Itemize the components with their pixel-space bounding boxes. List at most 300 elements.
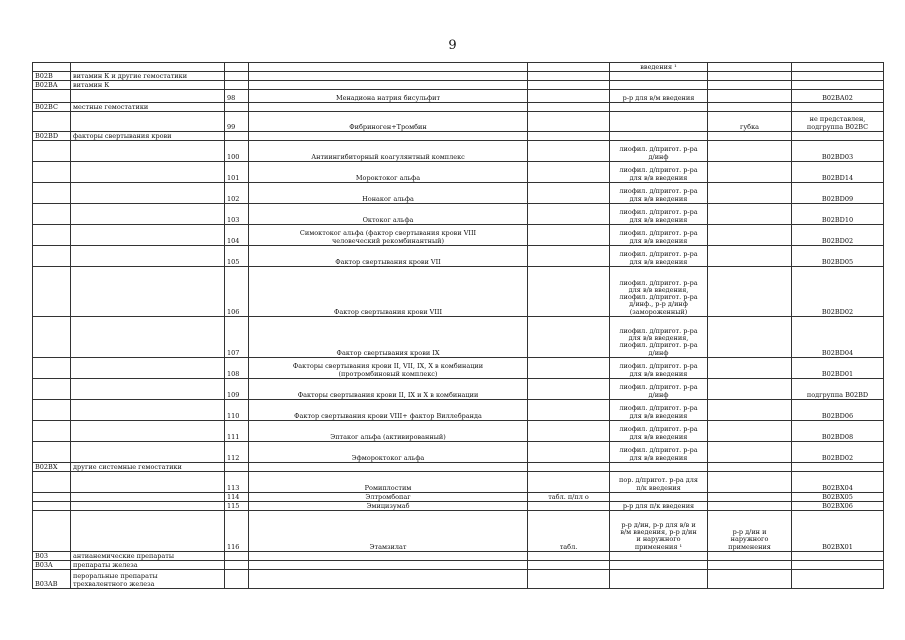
group-name-cell-text: факторы свертывания крови [73, 131, 172, 140]
package-cell [708, 183, 792, 204]
item-number-cell [225, 81, 249, 90]
item-number-cell [225, 246, 249, 267]
form-type-cell [528, 90, 610, 103]
drug-name-cell [249, 72, 528, 81]
code-cell [792, 358, 884, 379]
atc-code-cell-text: B03A [35, 560, 53, 569]
package-cell [708, 421, 792, 442]
drug-name-cell [249, 502, 528, 511]
form-type-cell [528, 267, 610, 317]
item-number-cell [225, 570, 249, 589]
form-type-cell [528, 141, 610, 162]
drug-name-cell [249, 511, 528, 552]
atc-code-cell-text: B02BA [35, 80, 58, 89]
package-cell [708, 90, 792, 103]
code-cell-text: B02BD03 [821, 152, 854, 161]
dosage-form-cell [610, 472, 708, 493]
group-name-cell [71, 267, 225, 317]
code-cell [792, 90, 884, 103]
form-type-cell [528, 103, 610, 112]
code-cell [792, 502, 884, 511]
item-number-cell [225, 493, 249, 502]
dosage-form-cell [610, 502, 708, 511]
drug-name-cell [249, 204, 528, 225]
item-number-cell-text: 101 [227, 173, 240, 182]
table-row [33, 225, 884, 246]
table-row [33, 463, 884, 472]
item-number-cell-text: 115 [227, 501, 240, 510]
item-number-cell-text: 106 [227, 307, 240, 316]
form-type-cell [528, 72, 610, 81]
item-number-cell-text: 112 [227, 453, 240, 462]
form-type-cell [528, 472, 610, 493]
form-type-cell [528, 511, 610, 552]
package-cell [708, 400, 792, 421]
form-type-cell [528, 246, 610, 267]
code-cell [792, 141, 884, 162]
code-cell-text: B02BD08 [821, 432, 854, 441]
page-number: 9 [448, 38, 457, 53]
package-cell [708, 72, 792, 81]
drug-name-cell [249, 132, 528, 141]
item-number-cell [225, 472, 249, 493]
table-row [33, 379, 884, 400]
table-row [33, 511, 884, 552]
item-number-cell [225, 90, 249, 103]
item-number-cell [225, 379, 249, 400]
dosage-form-cell [610, 421, 708, 442]
drug-name-cell [249, 225, 528, 246]
table-row [33, 317, 884, 358]
group-name-cell [71, 90, 225, 103]
code-cell [792, 552, 884, 561]
item-number-cell-text: 114 [227, 492, 240, 501]
code-cell [792, 442, 884, 463]
code-cell [792, 317, 884, 358]
table-row [33, 103, 884, 112]
dosage-form-cell [610, 442, 708, 463]
package-cell [708, 132, 792, 141]
item-number-cell-text: 105 [227, 257, 240, 266]
drug-name-cell-text: Фактор свертывания крови VIII [333, 307, 443, 316]
code-cell-text: B02BX04 [822, 483, 853, 492]
drug-name-cell-text: Симоктоког альфа (фактор свертывания крови VIII человеческий рекомбинантный) [299, 229, 477, 245]
item-number-cell-text: 102 [227, 194, 240, 203]
atc-code-cell [33, 183, 71, 204]
group-name-cell [71, 358, 225, 379]
form-type-cell [528, 463, 610, 472]
dosage-form-cell-text: р-р д/ин, р-р для в/в и в/м введения, р-р д/ин и наружного применения ¹ [620, 520, 697, 551]
package-cell [708, 246, 792, 267]
form-type-cell [528, 204, 610, 225]
atc-code-cell-text: B02BX [35, 462, 58, 471]
dosage-form-cell [610, 72, 708, 81]
group-name-cell [71, 72, 225, 81]
code-cell-text: B02BD02 [821, 307, 854, 316]
drug-name-cell [249, 552, 528, 561]
code-cell [792, 511, 884, 552]
item-number-cell [225, 162, 249, 183]
group-name-cell [71, 472, 225, 493]
code-cell-text: B02BD10 [821, 215, 854, 224]
code-cell [792, 162, 884, 183]
atc-code-cell [33, 72, 71, 81]
package-cell-text: губка [739, 122, 760, 131]
item-number-cell [225, 400, 249, 421]
drug-name-cell-text: Менадиона натрия бисульфит [335, 93, 441, 102]
atc-code-cell [33, 141, 71, 162]
drug-name-cell-text: Элтромбопаг [365, 492, 411, 501]
drug-name-cell-text: Октоког альфа [362, 215, 414, 224]
atc-code-cell [33, 204, 71, 225]
group-name-cell [71, 225, 225, 246]
code-cell [792, 561, 884, 570]
package-cell [708, 472, 792, 493]
dosage-form-cell [610, 379, 708, 400]
drug-name-cell-text: Фактор свертывания крови IX [336, 348, 440, 357]
dosage-form-cell [610, 570, 708, 589]
drug-name-cell [249, 472, 528, 493]
group-name-cell [71, 552, 225, 561]
group-name-cell [71, 463, 225, 472]
table-row [33, 90, 884, 103]
package-cell [708, 463, 792, 472]
item-number-cell [225, 183, 249, 204]
dosage-form-cell-text: р-р для в/м введения [622, 93, 695, 102]
code-cell-text: B02BD09 [821, 194, 854, 203]
dosage-form-cell-text: лиофил. д/приrот. р-ра д/инф [619, 383, 698, 399]
atc-code-cell [33, 379, 71, 400]
code-cell [792, 570, 884, 589]
code-cell [792, 81, 884, 90]
drug-name-cell-text: Антиингибиторный коагулянтный комплекс [311, 152, 465, 161]
group-name-cell [71, 421, 225, 442]
dosage-form-cell [610, 246, 708, 267]
code-cell [792, 112, 884, 132]
drug-name-cell [249, 183, 528, 204]
table-row [33, 141, 884, 162]
group-name-cell-text: антианемические препараты [73, 551, 175, 560]
item-number-cell-text: 100 [227, 152, 240, 161]
group-name-cell [71, 511, 225, 552]
code-cell-text: B02BX06 [822, 501, 853, 510]
dosage-form-cell [610, 103, 708, 112]
package-cell [708, 317, 792, 358]
item-number-cell-text: 110 [227, 411, 240, 420]
table-row [33, 400, 884, 421]
item-number-cell [225, 511, 249, 552]
code-cell-text: B02BD04 [821, 348, 854, 357]
drug-name-cell [249, 317, 528, 358]
drug-name-cell-text: Нонаког альфа [362, 194, 414, 203]
package-cell [708, 103, 792, 112]
dosage-form-cell-text: лиофил. д/приrот. р-ра для в/в введения, лиофил. д/приrот. р-ра д/инф., р-р д/инф (замороженный) [619, 278, 698, 316]
atc-code-cell-text: B02B [35, 71, 53, 80]
dosage-form-cell [610, 317, 708, 358]
table-row [33, 246, 884, 267]
form-type-cell [528, 358, 610, 379]
form-type-cell [528, 552, 610, 561]
form-type-cell [528, 570, 610, 589]
drug-name-cell-text: Ромиплостим [364, 483, 412, 492]
drug-name-cell-text: Фактор свертывания крови VII [335, 257, 441, 266]
code-cell [792, 379, 884, 400]
item-number-cell-text: 104 [227, 236, 240, 245]
item-number-cell [225, 421, 249, 442]
table-row [33, 472, 884, 493]
drug-name-cell [249, 267, 528, 317]
atc-code-cell [33, 267, 71, 317]
drug-name-cell [249, 463, 528, 472]
group-name-cell-text: препараты железа [73, 560, 138, 569]
package-cell [708, 502, 792, 511]
drug-name-cell [249, 493, 528, 502]
dosage-form-cell-text: лиофил. д/приrот. р-ра для в/в введения [619, 208, 698, 224]
drug-name-cell [249, 358, 528, 379]
dosage-form-cell [610, 112, 708, 132]
atc-code-cell [33, 472, 71, 493]
group-name-cell [71, 132, 225, 141]
table-row [33, 442, 884, 463]
table-row [33, 112, 884, 132]
code-cell-text: B02BD14 [821, 173, 854, 182]
drug-name-cell [249, 141, 528, 162]
package-cell [708, 570, 792, 589]
form-type-cell [528, 317, 610, 358]
form-type-cell [528, 132, 610, 141]
group-name-cell-text: пероральные препараты трехвалентного железа [73, 572, 158, 588]
item-number-cell-text: 109 [227, 390, 240, 399]
table-row [33, 493, 884, 502]
item-number-cell-text: 99 [227, 122, 236, 131]
dosage-form-cell [610, 162, 708, 183]
item-number-cell [225, 112, 249, 132]
drug-name-cell-text: Эптаког альфа (активированный) [330, 432, 446, 441]
table-row [33, 132, 884, 141]
atc-code-cell [33, 112, 71, 132]
code-cell-text: B02BD06 [821, 411, 854, 420]
atc-code-cell [33, 502, 71, 511]
dosage-form-cell-text: лиофил. д/приrот. р-ра для в/в введения, лиофил. д/приrот. р-ра д/инф [619, 326, 698, 357]
item-number-cell [225, 442, 249, 463]
dosage-form-cell: введения ¹ [610, 63, 708, 72]
atc-code-cell [33, 400, 71, 421]
table-row [33, 183, 884, 204]
table-row [33, 358, 884, 379]
drug-name-cell-text: Фибриноген+Тромбин [349, 122, 427, 131]
group-name-cell [71, 81, 225, 90]
dosage-form-cell-text: лиофил. д/приrот. р-ра для в/в введения [619, 250, 698, 266]
drug-name-cell [249, 81, 528, 90]
table-row [33, 552, 884, 561]
table-row [33, 204, 884, 225]
dosage-form-cell [610, 81, 708, 90]
atc-code-cell [33, 132, 71, 141]
group-name-cell [71, 141, 225, 162]
item-number-cell [225, 204, 249, 225]
dosage-form-cell [610, 267, 708, 317]
drug-register-table [32, 62, 884, 589]
package-cell [708, 493, 792, 502]
atc-code-cell [33, 552, 71, 561]
drug-name-cell [249, 442, 528, 463]
table-row [33, 570, 884, 589]
package-cell-text: р-р д/ин и наружного применения [728, 528, 771, 551]
atc-code-cell [33, 442, 71, 463]
group-name-cell [71, 112, 225, 132]
package-cell [708, 204, 792, 225]
drug-name-cell [249, 570, 528, 589]
table-row [33, 267, 884, 317]
group-name-cell [71, 162, 225, 183]
group-name-cell [71, 379, 225, 400]
group-name-cell [71, 502, 225, 511]
dosage-form-cell-text: лиофил. д/приrот. р-ра д/инф [619, 145, 698, 161]
dosage-form-cell [610, 552, 708, 561]
dosage-form-cell [610, 561, 708, 570]
dosage-form-cell [610, 493, 708, 502]
atc-code-cell [33, 225, 71, 246]
item-number-cell-text: 107 [227, 348, 240, 357]
group-name-cell [71, 570, 225, 589]
dosage-form-cell [610, 400, 708, 421]
form-type-cell [528, 162, 610, 183]
dosage-form-cell [610, 141, 708, 162]
drug-name-cell-text: Факторы свертывания крови II, IX и X в комбинации [297, 390, 479, 399]
atc-code-cell [33, 463, 71, 472]
item-number-cell-text: 116 [227, 542, 240, 551]
code-cell-text: B02BX01 [822, 542, 853, 551]
code-cell-text: B02BD02 [821, 236, 854, 245]
group-name-cell [71, 317, 225, 358]
form-type-cell [528, 112, 610, 132]
drug-name-cell [249, 561, 528, 570]
drug-name-cell-text: Этамзилат [369, 542, 407, 551]
code-cell-text: B02BX05 [822, 492, 853, 501]
dosage-form-cell-text: лиофил. д/приrот. р-ра для в/в введения [619, 362, 698, 378]
table-row [33, 421, 884, 442]
atc-code-cell [33, 570, 71, 589]
package-cell [708, 379, 792, 400]
drug-name-cell [249, 90, 528, 103]
form-type-cell [528, 421, 610, 442]
item-number-cell [225, 561, 249, 570]
item-number-cell [225, 552, 249, 561]
code-cell [792, 421, 884, 442]
atc-code-cell-text: B03AB [35, 579, 58, 588]
group-name-cell [71, 400, 225, 421]
dosage-form-cell-text: лиофил. д/приrот. р-ра для в/в введения [619, 187, 698, 203]
table-row [33, 502, 884, 511]
group-name-cell-text: местные гемостатики [73, 102, 149, 111]
group-name-cell [71, 561, 225, 570]
drug-name-cell-text: Эфмороктоког альфа [351, 453, 425, 462]
drug-name-cell [249, 112, 528, 132]
code-cell [792, 493, 884, 502]
atc-code-cell [33, 81, 71, 90]
package-cell [708, 511, 792, 552]
dosage-form-cell [610, 90, 708, 103]
group-name-cell [71, 246, 225, 267]
item-number-cell-text: 111 [227, 432, 240, 441]
atc-code-cell [33, 317, 71, 358]
form-type-cell-text: табл. п/пл о [548, 492, 589, 501]
dosage-form-cell-text: лиофил. д/приrот. р-ра для в/в введения [619, 229, 698, 245]
form-type-cell [528, 183, 610, 204]
atc-code-cell-text: B03 [35, 551, 49, 560]
form-type-cell [528, 502, 610, 511]
form-type-cell [528, 81, 610, 90]
form-type-cell [528, 225, 610, 246]
atc-code-cell [33, 358, 71, 379]
code-cell [792, 246, 884, 267]
code-cell-text: не представлен, подгруппа B02BC [806, 115, 869, 131]
atc-code-cell [33, 90, 71, 103]
form-type-cell [528, 400, 610, 421]
code-cell [792, 204, 884, 225]
code-cell [792, 472, 884, 493]
code-cell-text: B02BD05 [821, 257, 854, 266]
dosage-form-cell [610, 204, 708, 225]
atc-code-cell [33, 561, 71, 570]
drug-name-cell-text: Эмицизумаб [366, 501, 410, 510]
code-cell [792, 225, 884, 246]
drug-name-cell [249, 162, 528, 183]
form-type-cell-text: табл. [559, 542, 578, 551]
group-name-cell [71, 493, 225, 502]
drug-name-cell-text: Фактор свертывания крови VIII+ фактор Виллебранда [294, 411, 482, 420]
code-cell [792, 72, 884, 81]
dosage-form-cell-text: р-р для п/к введения [622, 501, 695, 510]
drug-name-cell [249, 400, 528, 421]
group-name-cell-text: витамин К [73, 80, 110, 89]
form-type-cell [528, 493, 610, 502]
group-name-cell-text: другие системные гемостатики [73, 462, 182, 471]
dosage-form-cell-text: лиофил. д/приrот. р-ра для в/в введения [619, 446, 698, 462]
code-cell [792, 267, 884, 317]
drug-name-cell-text: Факторы свертывания крови II, VII, IX, X в комбинации (протромбиновый комплекс) [292, 362, 484, 378]
dosage-form-cell [610, 463, 708, 472]
table-row [33, 162, 884, 183]
drug-name-cell [249, 246, 528, 267]
group-name-cell [71, 204, 225, 225]
drug-name-cell [249, 103, 528, 112]
group-name-cell [71, 183, 225, 204]
code-cell [792, 103, 884, 112]
item-number-cell [225, 502, 249, 511]
package-cell [708, 267, 792, 317]
form-type-cell [528, 442, 610, 463]
item-number-cell [225, 103, 249, 112]
package-cell [708, 141, 792, 162]
drug-name-cell-text: Мороктоког альфа [355, 173, 421, 182]
package-cell [708, 81, 792, 90]
form-type-cell [528, 561, 610, 570]
package-cell [708, 225, 792, 246]
group-name-cell-text: витамин К и другие гемостатики [73, 71, 188, 80]
item-number-cell-text: 98 [227, 93, 236, 102]
item-number-cell [225, 72, 249, 81]
atc-code-cell [33, 103, 71, 112]
code-cell [792, 463, 884, 472]
package-cell [708, 561, 792, 570]
drug-name-cell [249, 421, 528, 442]
atc-code-cell [33, 246, 71, 267]
code-cell [792, 183, 884, 204]
code-cell-text: B02BD02 [821, 453, 854, 462]
code-cell-text: подгруппа B02BD [806, 390, 869, 399]
item-number-cell [225, 225, 249, 246]
